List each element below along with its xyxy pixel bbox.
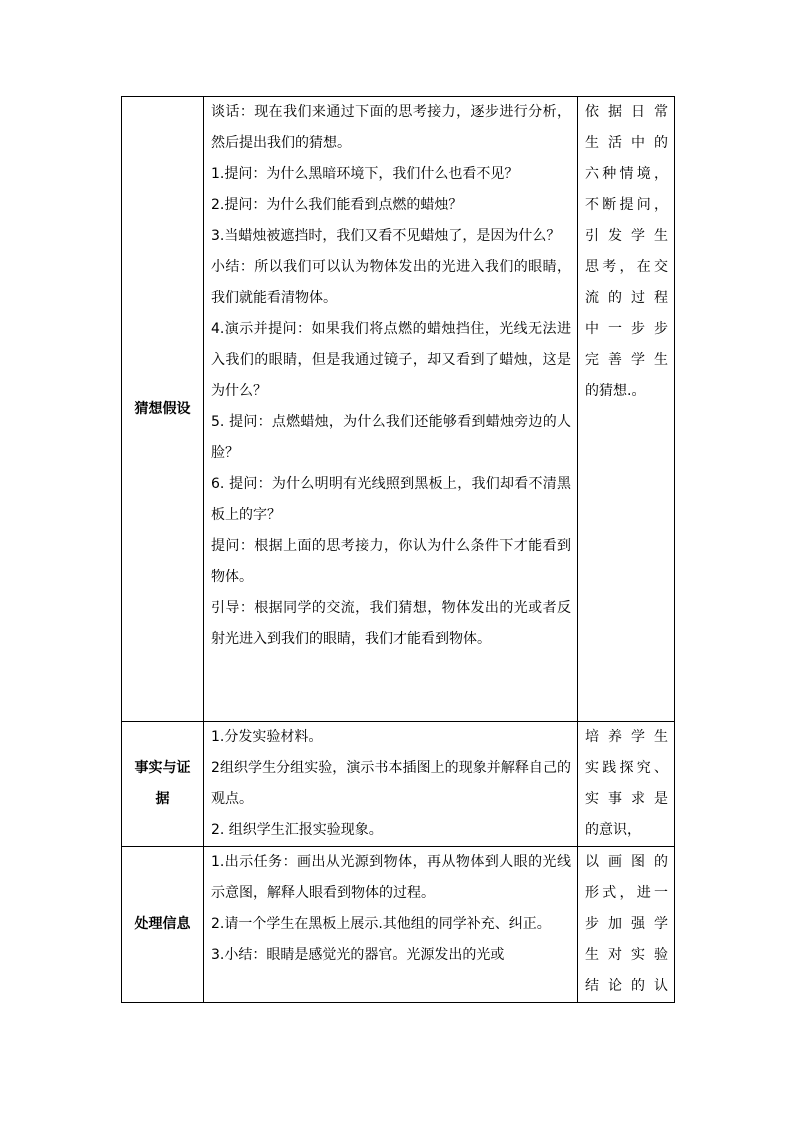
intent-line: 依据日常 xyxy=(585,104,668,120)
content-paragraph: 6. 提问：为什么明明有光线照到黑板上，我们却看不清黑板上的字？ xyxy=(211,476,571,523)
stage-label-text: 猜想假设 xyxy=(134,400,191,417)
content-paragraph: 5. 提问：点燃蜡烛，为什么我们还能够看到蜡烛旁边的人脸？ xyxy=(211,414,571,461)
intent-line: 生对实验 xyxy=(585,947,668,963)
content-paragraph: 引导：根据同学的交流，我们猜想，物体发出的光或者反射光进入到我们的眼睛，我们才能看到物体。 xyxy=(211,600,571,647)
intent-line: 实事求是 xyxy=(585,791,668,807)
intent-line: 六种情境， xyxy=(585,166,668,182)
stage-label-text: 事实与证 xyxy=(134,760,191,776)
content-paragraph: 提问：根据上面的思考接力，你认为什么条件下才能看到物体。 xyxy=(211,538,571,585)
intent-line: 培养学生 xyxy=(585,729,668,745)
intent-cell xyxy=(578,847,675,1003)
content-paragraph: 1.出示任务：画出从光源到物体，再从物体到人眼的光线示意图，解释人眼看到物体的过程。 xyxy=(211,854,571,901)
content-paragraph: 4.演示并提问：如果我们将点燃的蜡烛挡住，光线无法进入我们的眼睛，但是我通过镜子，却又看到了蜡烛，这是为什么？ xyxy=(211,321,571,399)
stage-label xyxy=(122,847,204,1003)
stage-label xyxy=(122,722,204,847)
content-paragraph: 1.分发实验材料。 xyxy=(211,729,323,745)
content-paragraph: 2.请一个学生在黑板上展示.其他组的同学补充、纠正。 xyxy=(211,916,551,932)
table-row xyxy=(122,97,675,722)
intent-line: 完善学生 xyxy=(585,352,668,368)
intent-line: 结论的认 xyxy=(585,978,668,994)
table-row xyxy=(122,847,675,1003)
lesson-plan-table xyxy=(121,96,675,1003)
content-cell xyxy=(204,97,578,722)
content-paragraph: 谈话：现在我们来通过下面的思考接力，逐步进行分析，然后提出我们的猜想。 xyxy=(211,104,571,151)
intent-line: 的猜想.。 xyxy=(585,383,646,399)
table-row xyxy=(122,722,675,847)
content-paragraph: 2.提问：为什么我们能看到点燃的蜡烛？ xyxy=(211,197,463,213)
intent-line: 引发学生 xyxy=(585,228,668,244)
intent-line: 生活中的 xyxy=(585,135,668,151)
intent-line: 思考，在交 xyxy=(585,259,668,275)
intent-line: 实践探究、 xyxy=(585,760,668,776)
stage-label xyxy=(122,97,204,722)
content-paragraph: 3.小结：眼睛是感觉光的器官。光源发出的光或 xyxy=(211,947,505,963)
stage-label-text: 据 xyxy=(155,791,170,807)
intent-line: 流的过程 xyxy=(585,290,668,306)
content-paragraph: 3.当蜡烛被遮挡时，我们又看不见蜡烛了，是因为什么？ xyxy=(211,228,561,244)
content-paragraph: 1.提问：为什么黑暗环境下，我们什么也看不见？ xyxy=(211,166,519,182)
content-cell xyxy=(204,847,578,1003)
intent-line: 的意识， xyxy=(585,822,641,838)
content-paragraph: 2组织学生分组实验，演示书本插图上的现象并解释自己的观点。 xyxy=(211,760,571,807)
stage-label-text: 处理信息 xyxy=(134,916,191,932)
content-paragraph: 2. 组织学生汇报实验现象。 xyxy=(211,822,383,838)
content-cell xyxy=(204,722,578,847)
intent-cell xyxy=(578,97,675,722)
intent-line: 以画图的 xyxy=(585,854,668,870)
content-paragraph: 小结：所以我们可以认为物体发出的光进入我们的眼睛，我们就能看清物体。 xyxy=(211,259,571,306)
intent-line: 形式，进一 xyxy=(585,885,668,901)
intent-line: 步加强学 xyxy=(585,916,668,932)
intent-line: 中一步步 xyxy=(585,321,668,337)
intent-cell xyxy=(578,722,675,847)
intent-line: 不断提问， xyxy=(585,197,668,213)
